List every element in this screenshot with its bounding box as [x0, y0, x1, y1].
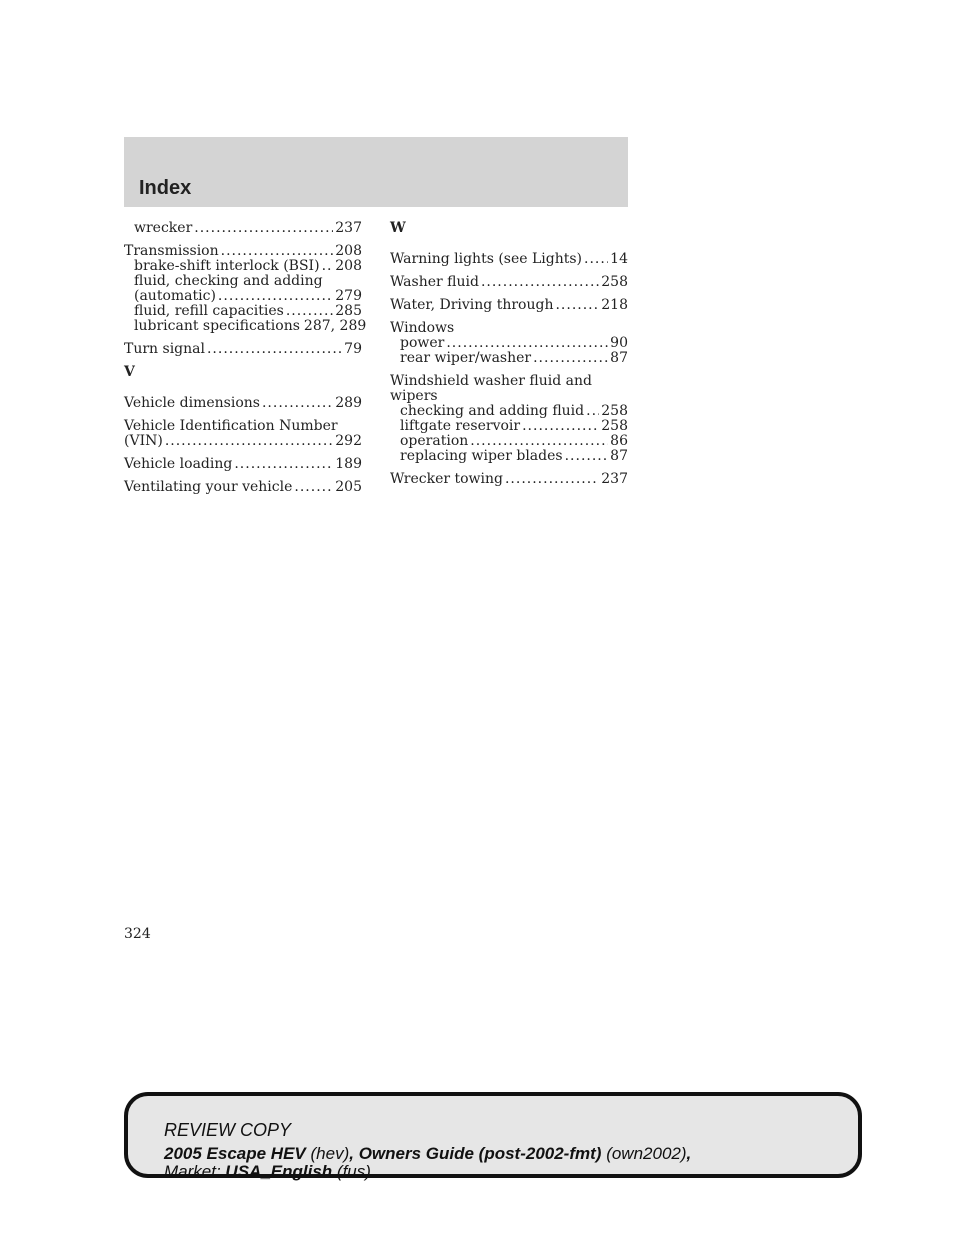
index-subentry	[124, 259, 362, 274]
index-subentry	[390, 449, 628, 464]
dot-leader	[286, 304, 333, 319]
index-page-ref: 86	[610, 433, 628, 449]
index-subentry	[390, 434, 628, 449]
index-page-ref: 208	[335, 243, 362, 259]
index-entry-text: brake-shift interlock (BSI)	[134, 258, 320, 274]
model-code: (hev)	[310, 1144, 350, 1163]
index-entry	[124, 419, 362, 449]
index-page-ref: 218	[601, 297, 628, 313]
dot-leader	[207, 342, 342, 357]
index-entry	[390, 321, 628, 366]
guide-name: Owners Guide (post-2002-fmt)	[358, 1144, 602, 1163]
index-entry	[124, 221, 362, 236]
index-entry-row	[390, 472, 628, 487]
index-subentry	[124, 221, 362, 236]
review-copy-box	[124, 1092, 862, 1181]
index-page-ref: 258	[601, 418, 628, 434]
dot-leader	[584, 252, 608, 267]
dot-leader	[565, 449, 609, 464]
index-entry-text: operation	[400, 433, 469, 449]
section-letter-w: W	[390, 220, 406, 236]
index-page-ref: 289	[335, 395, 362, 411]
index-entry-text: lubricant specifications	[134, 318, 300, 334]
guide-code: (own2002)	[606, 1144, 687, 1163]
index-page-ref: 87	[610, 448, 628, 464]
separator-1: ,	[349, 1144, 359, 1163]
index-entry	[124, 457, 362, 472]
index-entry-text: Turn signal	[124, 341, 205, 357]
index-entry-row	[124, 244, 362, 259]
index-entry-text: Transmission	[124, 243, 219, 259]
index-entry-text: Warning lights (see Lights)	[390, 251, 583, 267]
dot-leader	[221, 244, 334, 259]
index-entry-text: liftgate reservoir	[400, 418, 521, 434]
dot-leader	[555, 298, 599, 313]
page-number: 324	[124, 926, 151, 942]
w-entries	[390, 252, 628, 487]
model-name: 2005 Escape HEV	[164, 1144, 306, 1163]
index-entry	[390, 472, 628, 487]
index-entry	[390, 298, 628, 313]
index-entry-text: Vehicle Identification Number	[124, 418, 338, 434]
review-copy-label: REVIEW COPY	[164, 1120, 292, 1140]
index-entry-text: Ventilating your vehicle	[124, 479, 293, 495]
index-entry-row	[124, 434, 362, 449]
index-entry-text: replacing wiper blades	[400, 448, 563, 464]
index-entry-text: wipers	[390, 388, 438, 404]
index-entry-row	[124, 480, 362, 495]
index-page-ref: 258	[601, 403, 628, 419]
index-subentry	[124, 289, 362, 304]
index-entry-row	[390, 275, 628, 290]
index-page-ref: 205	[335, 479, 362, 495]
index-page-ref: 237	[335, 220, 362, 236]
dot-leader	[533, 351, 608, 366]
index-entry-row	[390, 252, 628, 267]
index-page-ref: 287, 289	[303, 318, 367, 334]
index-subentry	[124, 318, 367, 334]
index-page-ref: 90	[610, 335, 628, 351]
index-entry-text: (VIN)	[124, 433, 163, 449]
index-entry	[390, 252, 628, 267]
dot-leader	[194, 221, 333, 236]
index-entry-text: power	[400, 335, 445, 351]
index-entry-text: fluid, refill capacities	[134, 303, 284, 319]
index-entry	[124, 480, 362, 495]
section-letter-v: V	[124, 364, 135, 380]
index-entry-text: Vehicle dimensions	[124, 395, 260, 411]
header-band	[124, 137, 628, 207]
index-entry-text: Vehicle loading	[124, 456, 233, 472]
dot-leader	[165, 434, 333, 449]
page-title: Index	[139, 177, 192, 199]
dot-leader	[481, 275, 599, 290]
index-page-ref: 292	[335, 433, 362, 449]
left-entries	[124, 220, 367, 357]
index-subentry	[124, 304, 362, 319]
index-page-ref: 14	[610, 251, 628, 267]
index-page-ref: 189	[335, 456, 362, 472]
dot-leader	[470, 434, 608, 449]
market-name: USA_English	[225, 1162, 333, 1181]
index-entry-row	[124, 457, 362, 472]
dot-leader	[522, 419, 599, 434]
index-entry-text: Water, Driving through	[390, 297, 554, 313]
index-page-ref: 87	[610, 350, 628, 366]
index-page-ref: 285	[335, 303, 362, 319]
index-page-ref: 237	[601, 471, 628, 487]
index-entry-row	[390, 298, 628, 313]
review-copy-model-line	[164, 1144, 691, 1164]
index-entry-text: Windshield washer fluid and	[390, 373, 592, 389]
index-subentry	[390, 404, 628, 419]
index-page-ref: 208	[335, 258, 362, 274]
index-entry	[390, 275, 628, 290]
dot-leader	[262, 396, 333, 411]
index-entry-text: fluid, checking and adding	[134, 273, 323, 289]
dot-leader	[234, 457, 333, 472]
index-entry	[390, 374, 628, 464]
dot-leader	[586, 404, 599, 419]
index-subentry	[390, 351, 628, 366]
dot-leader	[322, 259, 334, 274]
market-label: Market:	[164, 1162, 221, 1181]
index-entry-text: Washer fluid	[390, 274, 479, 290]
index-entry-text: wrecker	[134, 220, 193, 236]
index-entry-text: Windows	[390, 320, 455, 336]
index-entry	[124, 342, 362, 357]
index-entry	[124, 396, 362, 411]
index-entry-row	[124, 396, 362, 411]
review-copy-market-line	[164, 1162, 371, 1182]
separator-2: ,	[686, 1144, 692, 1163]
dot-leader	[505, 472, 599, 487]
index-entry-text: (automatic)	[134, 288, 216, 304]
index-page-ref: 79	[344, 341, 362, 357]
market-code: (fus)	[336, 1162, 371, 1181]
index-entry-text: Wrecker towing	[390, 471, 503, 487]
index-entry-row	[124, 342, 362, 357]
index-page-ref: 258	[601, 274, 628, 290]
index-entry-text: rear wiper/washer	[400, 350, 532, 366]
index-page-ref: 279	[335, 288, 362, 304]
index-subentry	[390, 419, 628, 434]
index-column-right	[390, 221, 628, 495]
dot-leader	[294, 480, 333, 495]
dot-leader	[446, 336, 608, 351]
index-entry	[124, 243, 367, 334]
index-subentry	[390, 336, 628, 351]
index-entry-text: checking and adding fluid	[400, 403, 585, 419]
index-column-left	[124, 220, 367, 503]
dot-leader	[218, 289, 333, 304]
v-entries	[124, 396, 362, 495]
